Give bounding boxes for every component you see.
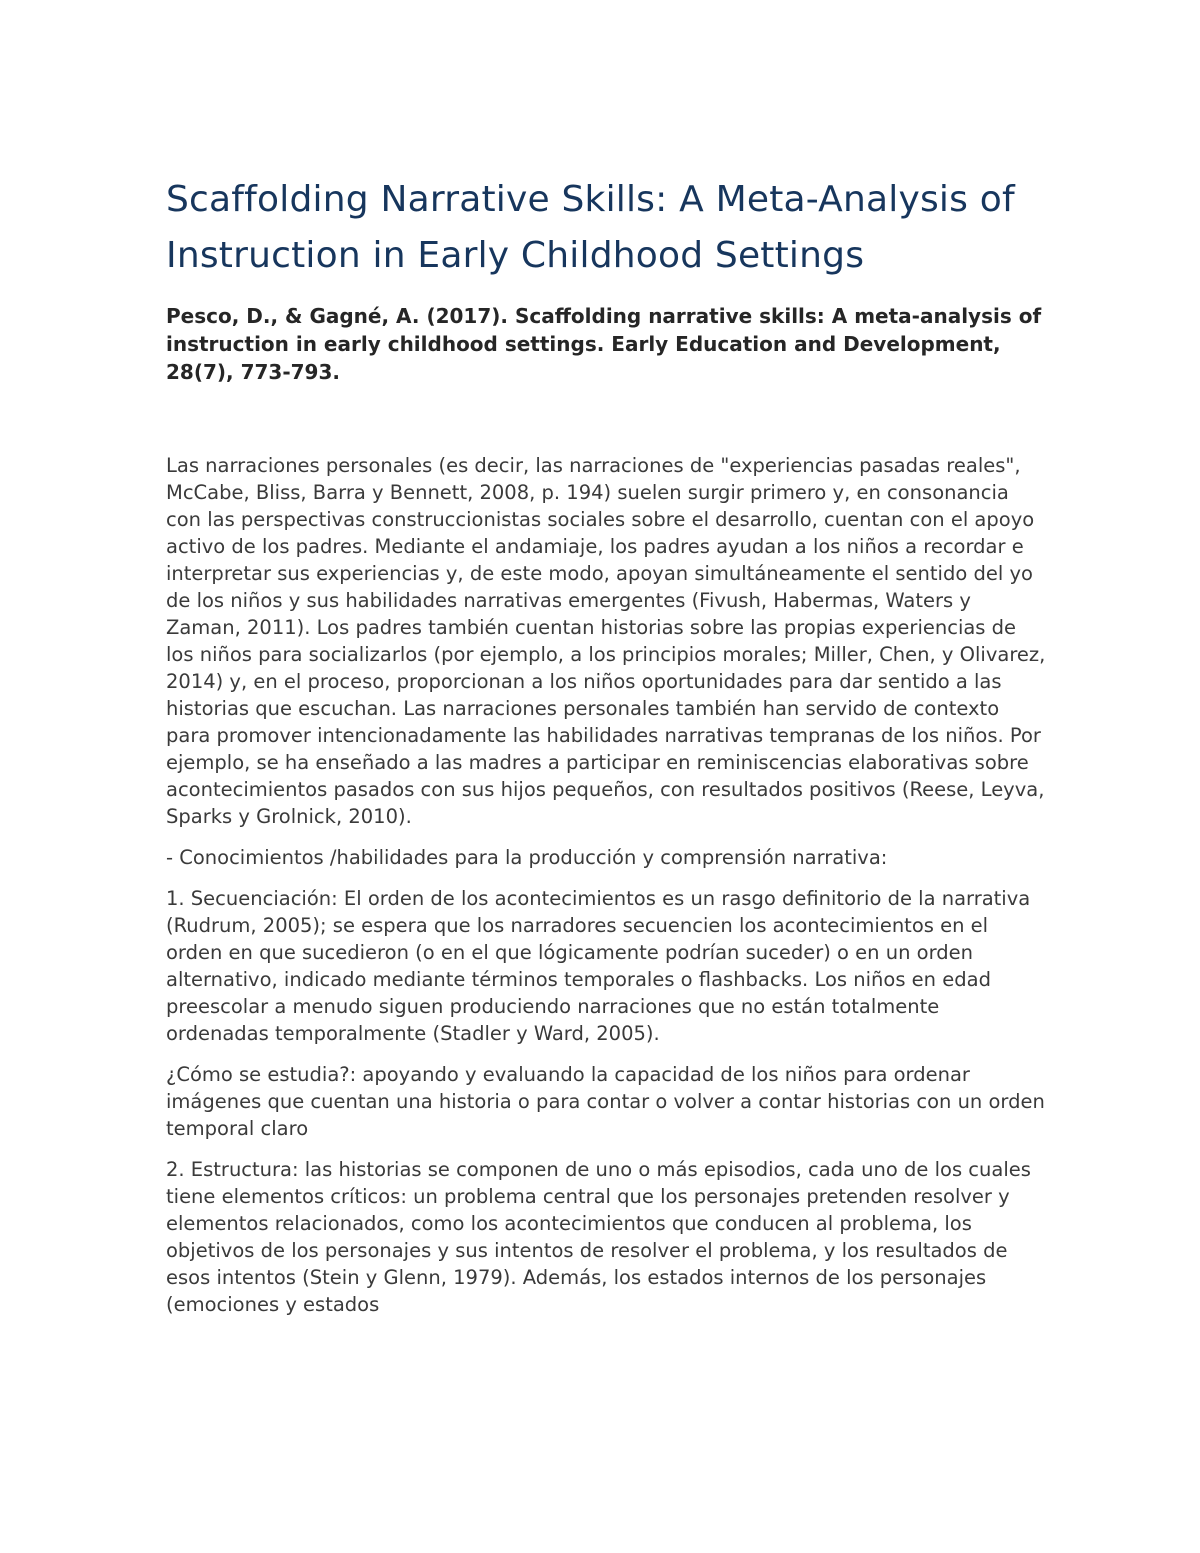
paragraph-sequencing: 1. Secuenciación: El orden de los acontecimientos es un rasgo definitorio de la narrativa (Rudrum, 2005); se espera que los narradores secuencien los acontecimientos en el orden en que sucedieron (o en el que lógicamente podrían suceder) o en un orden alternativo, indicado mediante términos temporales o flashbacks. Los niños en edad preescolar a menudo siguen produciendo narraciones que no están totalmente ordenadas temporalmente (Stadler y Ward, 2005).	[166, 887, 1031, 1045]
paragraph-structure: 2. Estructura: las historias se componen de uno o más episodios, cada uno de los cuales tiene elementos críticos: un problema central que los personajes pretenden resolver y elementos relacionados, como los acontecimientos que conducen al problema, los objetivos de los personajes y sus intentos de resolver el problema, y los resultados de esos intentos (Stein y Glenn, 1979). Además, los estados internos de los personajes (emociones y estados	[166, 1158, 1031, 1316]
citation: Pesco, D., & Gagné, A. (2017). Scaffolding narrative skills: A meta-analysis of instruction in early childhood settings. Early Education and Development, 28(7), 773-793.	[166, 304, 1042, 384]
paragraph-how-studied: ¿Cómo se estudia?: apoyando y evaluando la capacidad de los niños para ordenar imágenes que cuentan una historia o para contar o volver a contar historias con un orden temporal claro	[166, 1063, 1045, 1140]
paragraph-personal-narratives: Las narraciones personales (es decir, las narraciones de "experiencias pasadas reales", McCabe, Bliss, Barra y Bennett, 2008, p. 194) suelen surgir primero y, en consonancia con las perspectivas construccionistas sociales sobre el desarrollo, cuentan con el apoyo activo de los padres. Mediante el andamiaje, los padres ayudan a los niños a recordar e interpretar sus experiencias y, de este modo, apoyan simultáneamente el sentido del yo de los niños y sus habilidades narrativas emergentes (Fivush, Habermas, Waters y Zaman, 2011). Los padres también cuentan historias sobre las propias experiencias de los niños para socializarlos (por ejemplo, a los principios morales; Miller, Chen, y Olivarez, 2014) y, en el proceso, proporcionan a los niños oportunidades para dar sentido a las historias que escuchan. Las narraciones personales también han servido de contexto para promover intencionadamente las habilidades narrativas tempranas de los niños. Por ejemplo, se ha enseñado a las madres a participar en reminiscencias elaborativas sobre acontecimientos pasados con sus hijos pequeños, con resultados positivos (Reese, Leyva, Sparks y Grolnick, 2010).	[166, 454, 1046, 828]
document-content	[166, 172, 1046, 1318]
document-title: Scaffolding Narrative Skills: A Meta-Analysis of Instruction in Early Childhood Settings	[166, 179, 1015, 276]
paragraph-knowledge-heading: - Conocimientos /habilidades para la producción y comprensión narrativa:	[166, 846, 888, 869]
